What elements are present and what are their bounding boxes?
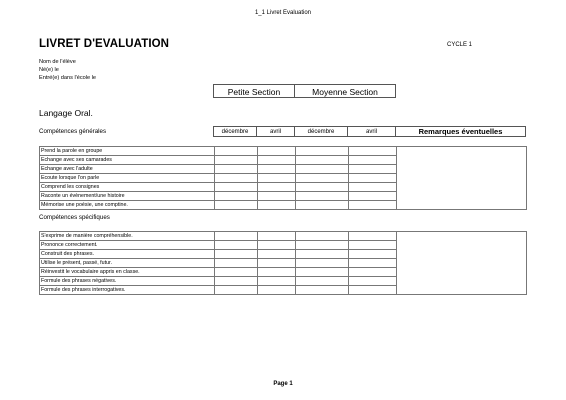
grade-cell[interactable] — [258, 201, 296, 210]
column-december-ms: décembre — [294, 126, 348, 137]
grade-cell[interactable] — [349, 286, 397, 295]
grade-cell[interactable] — [258, 268, 296, 277]
column-april-ms: avril — [347, 126, 396, 137]
grade-cell[interactable] — [349, 174, 397, 183]
competence-label: Echange avec l'adulte — [40, 165, 215, 174]
petite-section-header: Petite Section — [213, 84, 295, 98]
grade-cell[interactable] — [215, 147, 258, 156]
general-competences-table — [39, 146, 527, 210]
grade-cell[interactable] — [296, 277, 349, 286]
school-entry-label: Entré(e) dans l'école le — [39, 75, 97, 81]
grade-cell[interactable] — [296, 232, 349, 241]
grade-cell[interactable] — [215, 259, 258, 268]
grade-cell[interactable] — [258, 286, 296, 295]
document-title: LIVRET D'EVALUATION — [39, 38, 170, 50]
grade-cell[interactable] — [296, 147, 349, 156]
grade-cell[interactable] — [215, 165, 258, 174]
grade-cell[interactable] — [215, 268, 258, 277]
grade-cell[interactable] — [296, 241, 349, 250]
grade-cell[interactable] — [349, 241, 397, 250]
grade-cell[interactable] — [349, 268, 397, 277]
grade-cell[interactable] — [349, 201, 397, 210]
grade-cell[interactable] — [349, 192, 397, 201]
grade-cell[interactable] — [349, 147, 397, 156]
grade-cell[interactable] — [258, 165, 296, 174]
column-april-ps: avril — [256, 126, 295, 137]
domain-heading: Langage Oral. — [39, 108, 93, 118]
competence-label: Construit des phrases. — [40, 250, 215, 259]
competence-label: Utilise le présent, passé, futur. — [40, 259, 215, 268]
grade-cell[interactable] — [215, 201, 258, 210]
grade-cell[interactable] — [258, 259, 296, 268]
page-header-title: 1_1 Livret Evaluation — [254, 10, 312, 16]
grade-cell[interactable] — [215, 156, 258, 165]
page-number: Page 1 — [273, 381, 293, 387]
grade-cell[interactable] — [296, 259, 349, 268]
competence-label: Prononce correctement. — [40, 241, 215, 250]
grade-cell[interactable] — [296, 174, 349, 183]
column-remarks: Remarques éventuelles — [395, 126, 526, 137]
competence-label: Comprend les consignes — [40, 183, 215, 192]
competence-label: Ecoute lorsque l'on parle — [40, 174, 215, 183]
specific-competences-table — [39, 231, 527, 295]
competence-label: Réinvestit le vocabulaire appris en classe. — [40, 268, 215, 277]
grade-cell[interactable] — [258, 232, 296, 241]
column-december-ps: décembre — [213, 126, 257, 137]
grade-cell[interactable] — [215, 192, 258, 201]
grade-cell[interactable] — [296, 183, 349, 192]
grade-cell[interactable] — [349, 165, 397, 174]
grade-cell[interactable] — [349, 183, 397, 192]
grade-cell[interactable] — [296, 286, 349, 295]
grade-cell[interactable] — [258, 147, 296, 156]
grade-cell[interactable] — [296, 250, 349, 259]
table-row — [40, 147, 527, 156]
grade-cell[interactable] — [215, 174, 258, 183]
specific-competences-heading: Compétences spécifiques — [39, 214, 110, 221]
birth-date-label: Né(e) le — [39, 67, 59, 73]
cycle-label: CYCLE 1 — [447, 42, 473, 48]
grade-cell[interactable] — [258, 156, 296, 165]
grade-cell[interactable] — [296, 268, 349, 277]
grade-cell[interactable] — [258, 241, 296, 250]
remarks-cell[interactable] — [397, 147, 527, 210]
grade-cell[interactable] — [215, 183, 258, 192]
moyenne-section-header: Moyenne Section — [294, 84, 396, 98]
competence-label: Formule des phrases interrogatives. — [40, 286, 215, 295]
grade-cell[interactable] — [296, 165, 349, 174]
student-name-label: Nom de l'élève — [39, 59, 76, 65]
grade-cell[interactable] — [296, 192, 349, 201]
grade-cell[interactable] — [296, 201, 349, 210]
grade-cell[interactable] — [215, 250, 258, 259]
grade-cell[interactable] — [215, 277, 258, 286]
competence-label: Prend la parole en groupe — [40, 147, 215, 156]
grade-cell[interactable] — [258, 250, 296, 259]
grade-cell[interactable] — [215, 286, 258, 295]
grade-cell[interactable] — [215, 232, 258, 241]
competence-label: Formule des phrases négatives. — [40, 277, 215, 286]
table-row — [40, 232, 527, 241]
competence-label: S'exprime de manière compréhensible. — [40, 232, 215, 241]
grade-cell[interactable] — [258, 174, 296, 183]
grade-cell[interactable] — [258, 277, 296, 286]
grade-cell[interactable] — [349, 232, 397, 241]
grade-cell[interactable] — [349, 156, 397, 165]
remarks-cell[interactable] — [397, 232, 527, 295]
competence-label: Mémorise une poésie, une comptine. — [40, 201, 215, 210]
grade-cell[interactable] — [296, 156, 349, 165]
competence-label: Raconte un évènement/une histoire — [40, 192, 215, 201]
grade-cell[interactable] — [349, 250, 397, 259]
grade-cell[interactable] — [349, 277, 397, 286]
grade-cell[interactable] — [215, 241, 258, 250]
grade-cell[interactable] — [258, 192, 296, 201]
grade-cell[interactable] — [349, 259, 397, 268]
general-competences-heading: Compétences générales — [39, 128, 107, 135]
grade-cell[interactable] — [258, 183, 296, 192]
competence-label: Echange avec ses camarades — [40, 156, 215, 165]
